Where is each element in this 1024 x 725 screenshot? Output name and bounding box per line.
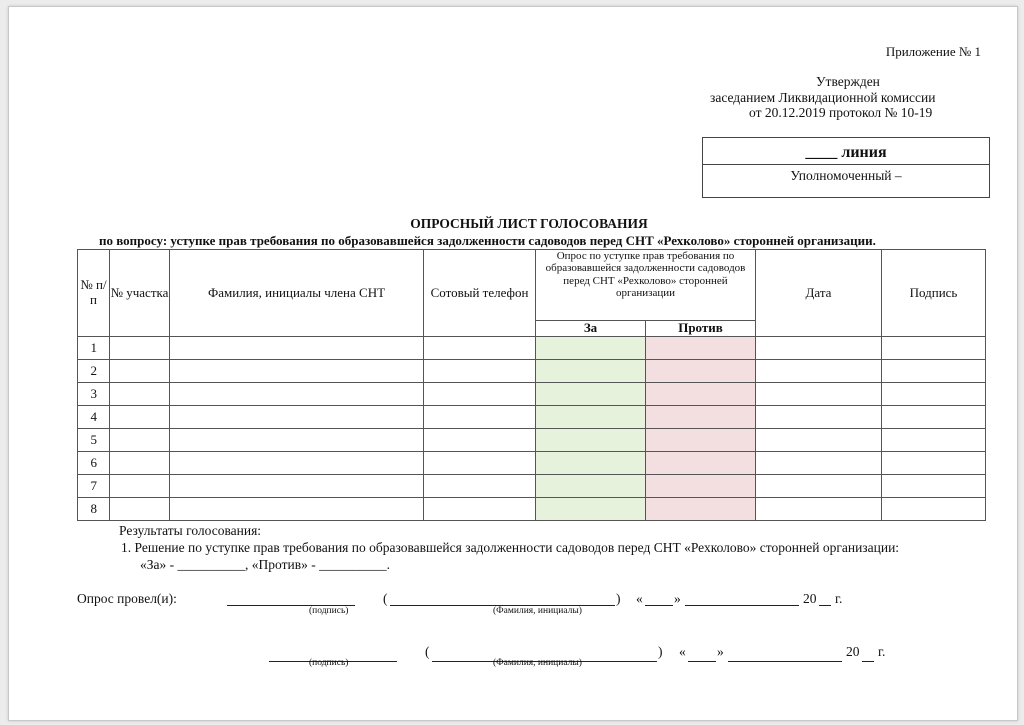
table-header-row [78, 250, 986, 321]
against-cell[interactable] [646, 360, 756, 383]
signature-cell[interactable] [882, 406, 986, 429]
approved-line-3: от 20.12.2019 протокол № 10-19 [749, 105, 933, 120]
date-cell[interactable] [756, 452, 882, 475]
table-row [78, 452, 986, 475]
row-number: 1 [78, 337, 110, 360]
for-cell[interactable] [536, 383, 646, 406]
document-page [8, 6, 1018, 721]
for-cell[interactable] [536, 360, 646, 383]
row-number: 7 [78, 475, 110, 498]
header-name: Фамилия, инициалы члена СНТ [170, 250, 424, 337]
header-num: № п/п [78, 250, 110, 337]
name-line-1[interactable] [390, 588, 615, 606]
results-item-1: 1. Решение по уступке прав требования по образовавшейся задолженности садоводов перед СНТ «Рехколово» сторонней организации: [121, 540, 900, 555]
name-paren-open-1: ( [383, 591, 388, 606]
name-caption-1: (Фамилия, инициалы) [493, 606, 582, 616]
phone-cell[interactable] [424, 475, 536, 498]
results-heading: Результаты голосования: [119, 523, 262, 538]
line-row [703, 138, 989, 165]
date-cell[interactable] [756, 360, 882, 383]
name-cell[interactable] [170, 429, 424, 452]
approved-line-2: заседанием Ликвидационной комиссии [710, 90, 936, 105]
month-line-2[interactable] [728, 644, 842, 662]
name-cell[interactable] [170, 406, 424, 429]
date-cell[interactable] [756, 475, 882, 498]
name-cell[interactable] [170, 452, 424, 475]
header-plot: № участка [110, 250, 170, 337]
phone-cell[interactable] [424, 360, 536, 383]
signature-cell[interactable] [882, 360, 986, 383]
line-number-blank: ____ [805, 144, 838, 161]
year-line-1[interactable] [819, 588, 831, 606]
date-open-1: « [636, 591, 643, 606]
row-number: 5 [78, 429, 110, 452]
signature-caption-2: (подпись) [309, 658, 349, 668]
header-phone: Сотовый телефон [424, 250, 536, 337]
plot-cell[interactable] [110, 429, 170, 452]
signature-line-1[interactable] [227, 588, 355, 606]
name-cell[interactable] [170, 475, 424, 498]
voting-table [77, 249, 986, 521]
date-cell[interactable] [756, 498, 882, 521]
table-row [78, 498, 986, 521]
for-cell[interactable] [536, 475, 646, 498]
signature-cell[interactable] [882, 498, 986, 521]
for-cell[interactable] [536, 498, 646, 521]
authorized-label: Уполномоченный – [790, 168, 902, 183]
against-cell[interactable] [646, 406, 756, 429]
row-number: 2 [78, 360, 110, 383]
day-line-2[interactable] [688, 644, 716, 662]
table-row [78, 360, 986, 383]
header-signature: Подпись [882, 250, 986, 337]
date-open-2: « [679, 644, 686, 659]
header-against: Против [646, 321, 756, 337]
name-paren-open-2: ( [425, 644, 430, 659]
against-cell[interactable] [646, 475, 756, 498]
results-votes: «За» - __________, «Против» - __________. [140, 557, 390, 572]
signature-cell[interactable] [882, 429, 986, 452]
table-row [78, 406, 986, 429]
phone-cell[interactable] [424, 337, 536, 360]
against-cell[interactable] [646, 383, 756, 406]
plot-cell[interactable] [110, 383, 170, 406]
for-cell[interactable] [536, 337, 646, 360]
table-body [78, 337, 986, 521]
appendix-label: Приложение № 1 [885, 44, 981, 59]
table-row [78, 383, 986, 406]
line-box [702, 137, 990, 198]
plot-cell[interactable] [110, 498, 170, 521]
date-close-2: » [717, 644, 724, 659]
signature-cell[interactable] [882, 383, 986, 406]
signature-cell[interactable] [882, 475, 986, 498]
year-suffix-2: г. [878, 644, 886, 659]
month-line-1[interactable] [685, 588, 799, 606]
table-row [78, 337, 986, 360]
phone-cell[interactable] [424, 452, 536, 475]
date-cell[interactable] [756, 429, 882, 452]
name-paren-close-1: ) [616, 591, 621, 606]
for-cell[interactable] [536, 406, 646, 429]
row-number: 6 [78, 452, 110, 475]
year-suffix-1: г. [835, 591, 843, 606]
date-cell[interactable] [756, 406, 882, 429]
row-number: 3 [78, 383, 110, 406]
header-for: За [536, 321, 646, 337]
plot-cell[interactable] [110, 406, 170, 429]
plot-cell[interactable] [110, 475, 170, 498]
year-prefix-1: 20 [803, 591, 817, 606]
plot-cell[interactable] [110, 337, 170, 360]
name-cell[interactable] [170, 498, 424, 521]
date-cell[interactable] [756, 383, 882, 406]
conducted-by-label: Опрос провел(и): [77, 591, 177, 606]
row-number: 8 [78, 498, 110, 521]
for-cell[interactable] [536, 429, 646, 452]
name-paren-close-2: ) [658, 644, 663, 659]
date-cell[interactable] [756, 337, 882, 360]
approved-line-1: Утвержден [816, 74, 880, 89]
document-subtitle: по вопросу: уступке прав требования по образовавшейся задолженности садоводов перед СНТ «Рехколово» сторонней организации. [99, 233, 876, 248]
table-row [78, 475, 986, 498]
name-cell[interactable] [170, 360, 424, 383]
phone-cell[interactable] [424, 383, 536, 406]
name-cell[interactable] [170, 383, 424, 406]
day-line-1[interactable] [645, 588, 673, 606]
plot-cell[interactable] [110, 452, 170, 475]
signature-cell[interactable] [882, 452, 986, 475]
year-prefix-2: 20 [846, 644, 860, 659]
year-line-2[interactable] [862, 644, 874, 662]
name-cell[interactable] [170, 337, 424, 360]
name-caption-2: (Фамилия, инициалы) [493, 658, 582, 668]
phone-cell[interactable] [424, 429, 536, 452]
phone-cell[interactable] [424, 498, 536, 521]
signature-cell[interactable] [882, 337, 986, 360]
date-close-1: » [674, 591, 681, 606]
table-row [78, 429, 986, 452]
against-cell[interactable] [646, 452, 756, 475]
header-date: Дата [756, 250, 882, 337]
against-cell[interactable] [646, 337, 756, 360]
header-poll: Опрос по уступке прав требования по образовавшейся задолженности садоводов перед СНТ «Рехколово» сторонней организации [536, 250, 756, 321]
document-title: ОПРОСНЫЙ ЛИСТ ГОЛОСОВАНИЯ [410, 216, 648, 231]
signature-caption-1: (подпись) [309, 606, 349, 616]
row-number: 4 [78, 406, 110, 429]
plot-cell[interactable] [110, 360, 170, 383]
against-cell[interactable] [646, 498, 756, 521]
for-cell[interactable] [536, 452, 646, 475]
line-label: линия [841, 144, 887, 161]
phone-cell[interactable] [424, 406, 536, 429]
against-cell[interactable] [646, 429, 756, 452]
